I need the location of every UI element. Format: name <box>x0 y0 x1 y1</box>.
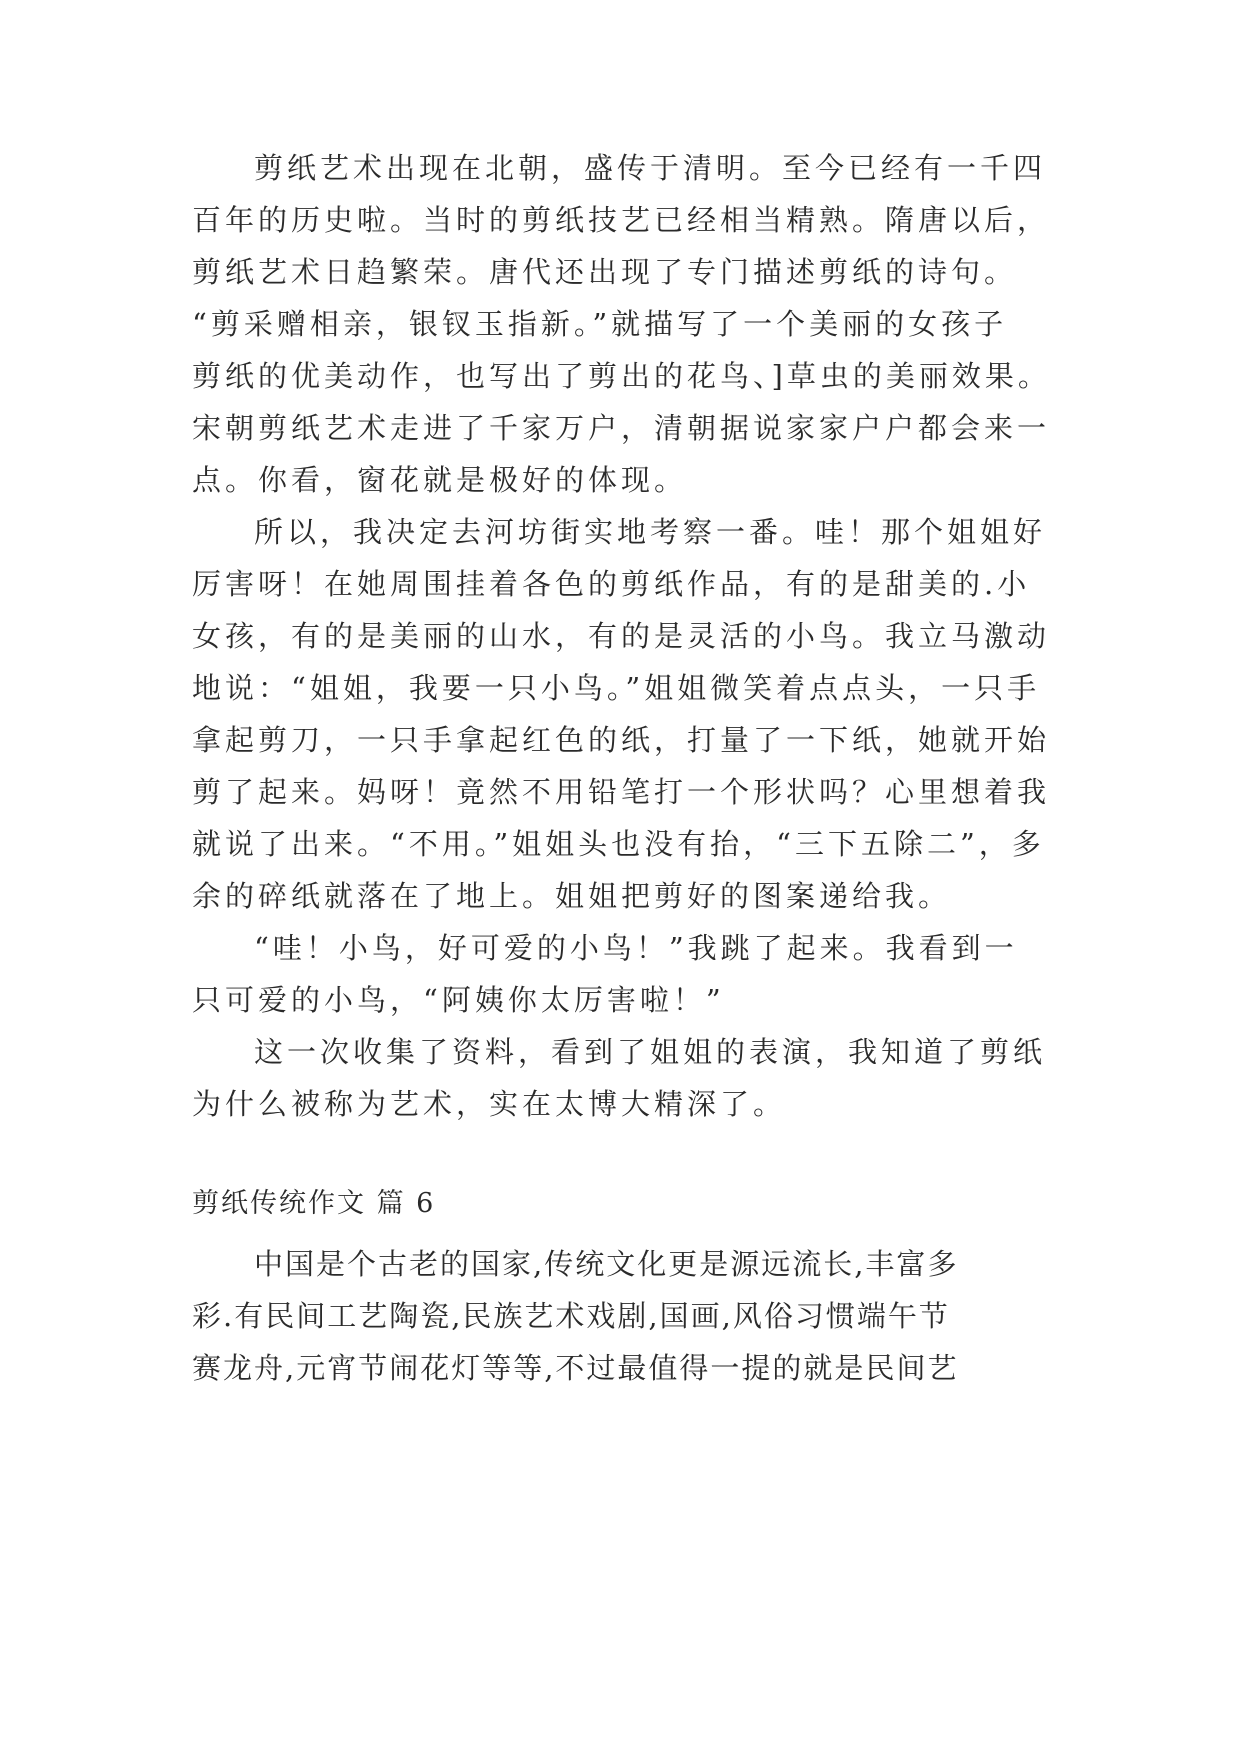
paragraph-1-line-7: 点。你看，窗花就是极好的体现。 <box>192 463 688 497</box>
paragraph-4-line-2: 为什么被称为艺术，实在太博大精深了。 <box>192 1087 787 1121</box>
paragraph-1-line-2: 百年的历史啦。当时的剪纸技艺已经相当精熟。隋唐以后， <box>192 203 1051 237</box>
paragraph-2-line-3: 女孩，有的是美丽的山水，有的是灵活的小鸟。我立马激动 <box>192 619 1051 653</box>
section-paragraph-line-3: 赛龙舟,元宵节闹花灯等等,不过最值得一提的就是民间艺 <box>192 1351 959 1385</box>
section-paragraph-line-2: 彩.有民间工艺陶瓷,民族艺术戏剧,国画,风俗习惯端午节 <box>192 1299 950 1333</box>
paragraph-3-line-2: 只可爱的小鸟，“阿姨你太厉害啦！” <box>192 983 725 1017</box>
paragraph-1-line-3: 剪纸艺术日趋繁荣。唐代还出现了专门描述剪纸的诗句。 <box>192 255 1018 289</box>
paragraph-2-line-2: 厉害呀！在她周围挂着各色的剪纸作品，有的是甜美的.小 <box>192 567 1031 601</box>
paragraph-2-line-4: 地说：“姐姐，我要一只小鸟。”姐姐微笑着点点头，一只手 <box>192 671 1041 705</box>
paragraph-2-line-7: 就说了出来。“不用。”姐姐头也没有抬，“三下五除二”，多 <box>192 827 1045 861</box>
section-heading: 剪纸传统作文 篇 6 <box>192 1188 436 1219</box>
paragraph-2-line-1: 所以，我决定去河坊街实地考察一番。哇！那个姐姐好 <box>254 515 1047 549</box>
paragraph-1-line-5: 剪纸的优美动作，也写出了剪出的花鸟、]草虫的美丽效果。 <box>192 359 1051 393</box>
paragraph-2-line-6: 剪了起来。妈呀！竟然不用铅笔打一个形状吗？心里想着我 <box>192 775 1051 809</box>
paragraph-3-line-1: “哇！小鸟，好可爱的小鸟！”我跳了起来。我看到一 <box>254 931 1018 965</box>
paragraph-1-line-1: 剪纸艺术出现在北朝，盛传于清明。至今已经有一千四 <box>254 151 1047 185</box>
paragraph-4-line-1: 这一次收集了资料，看到了姐姐的表演，我知道了剪纸 <box>254 1035 1047 1069</box>
paragraph-2-line-5: 拿起剪刀，一只手拿起红色的纸，打量了一下纸，她就开始 <box>192 723 1051 757</box>
section-paragraph-line-1: 中国是个古老的国家,传统文化更是源远流长,丰富多 <box>254 1247 959 1281</box>
paragraph-2-line-8: 余的碎纸就落在了地上。姐姐把剪好的图案递给我。 <box>192 879 952 913</box>
paragraph-1-line-6: 宋朝剪纸艺术走进了千家万户，清朝据说家家户户都会来一 <box>192 411 1051 445</box>
paragraph-1-line-4: “剪采赠相亲，银钗玉指新。”就描写了一个美丽的女孩子 <box>192 307 1008 341</box>
